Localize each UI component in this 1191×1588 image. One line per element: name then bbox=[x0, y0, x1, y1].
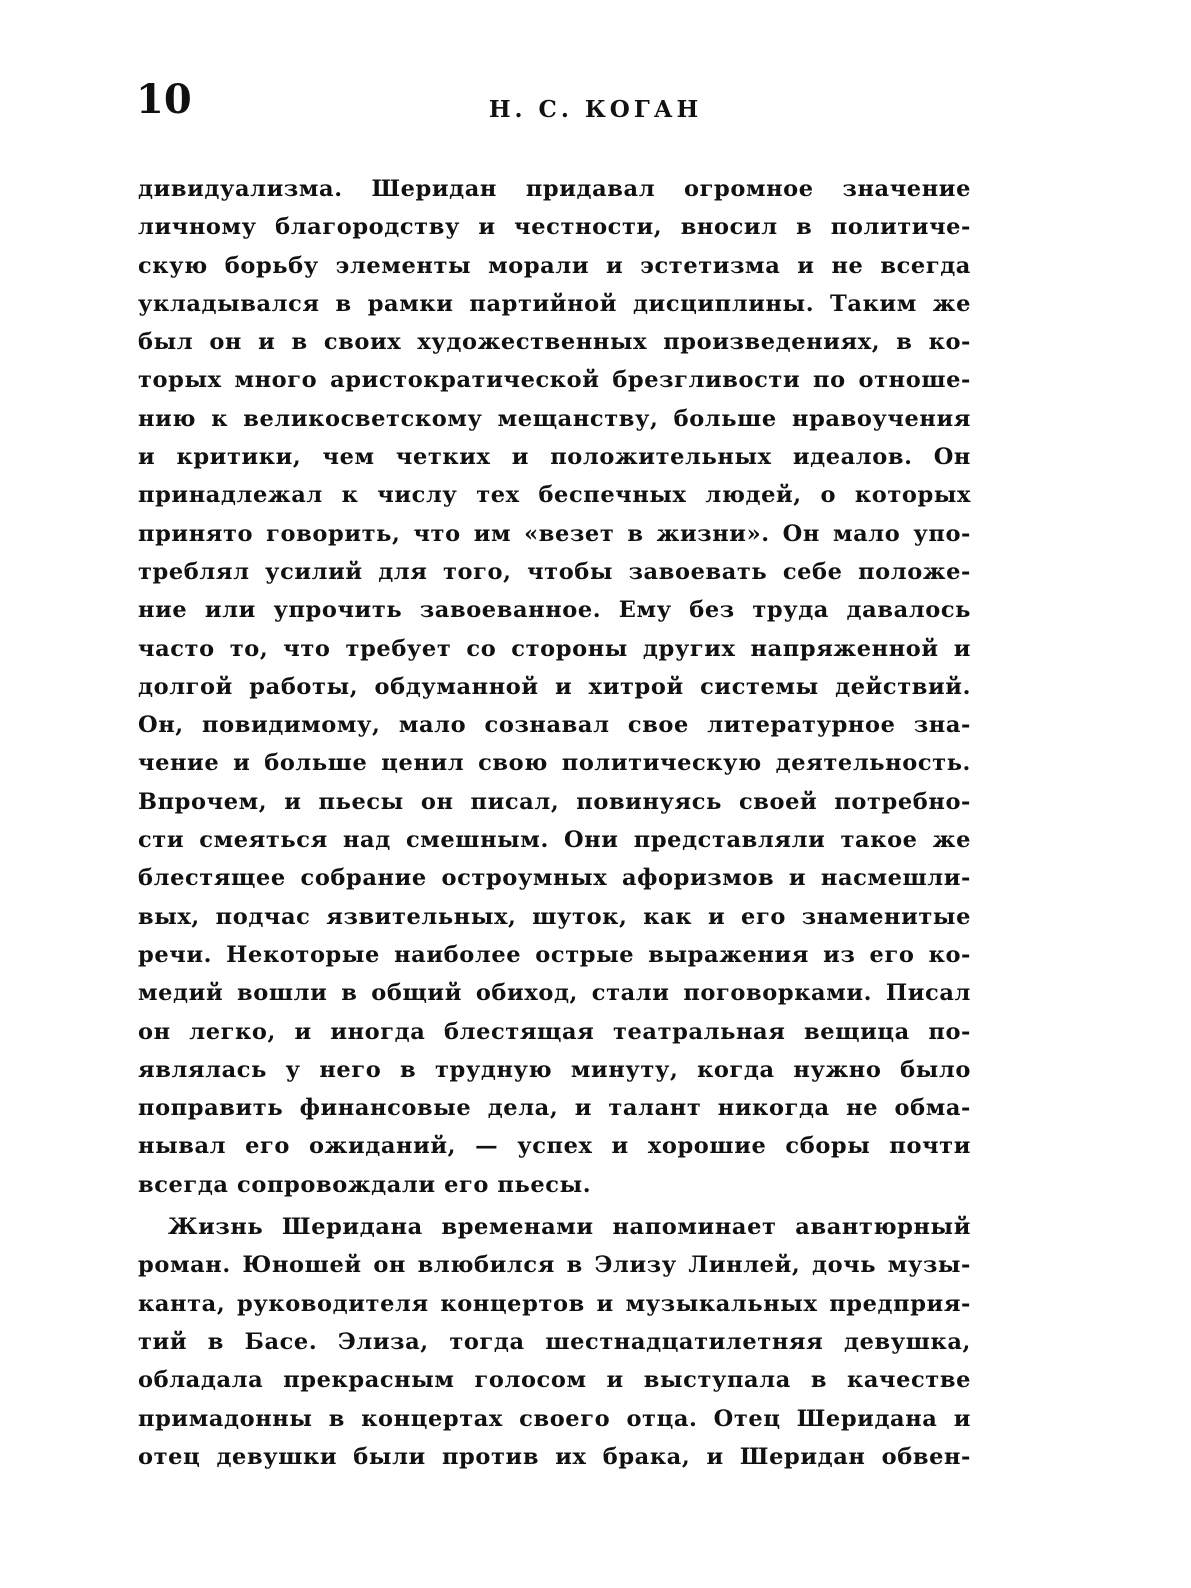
text-line: вых, подчас язвительных, шуток, как и его знаменитые bbox=[138, 903, 971, 930]
text-line: нию к великосветскому мещанству, больше нравоучения bbox=[138, 405, 971, 432]
text-line: треблял усилий для того, чтобы завоевать себе положе- bbox=[138, 558, 971, 585]
text-line: поправить финансовые дела, и талант никогда не обма- bbox=[138, 1095, 971, 1122]
text-line: речи. Некоторые наиболее острые выражения из его ко- bbox=[138, 941, 971, 968]
text-line: канта, руководителя концертов и музыкальных предприя- bbox=[138, 1290, 971, 1317]
text-line: ние или упрочить завоеванное. Ему без труда давалось bbox=[138, 597, 971, 624]
paragraph-1 bbox=[138, 170, 971, 1204]
text-line: принято говорить, что им «везет в жизни». Он мало упо- bbox=[138, 520, 971, 547]
text-line: Он, повидимому, мало сознавал свое литературное зна- bbox=[138, 712, 971, 739]
text-line: был он и в своих художественных произведениях, в ко- bbox=[138, 329, 971, 356]
text-line: блестящее собрание остроумных афоризмов и насмешли- bbox=[138, 865, 971, 892]
text-line: Жизнь Шеридана временами напоминает авантюрный bbox=[168, 1214, 971, 1241]
text-line: Впрочем, и пьесы он писал, повинуясь своей потребно- bbox=[138, 788, 971, 815]
text-line: отец девушки были против их брака, и Шеридан обвен- bbox=[138, 1443, 971, 1470]
text-line: примадонны в концертах своего отца. Отец Шеридана и bbox=[138, 1405, 971, 1432]
text-line: личному благородству и честности, вносил в политиче- bbox=[138, 214, 971, 241]
text-line: медий вошли в общий обиход, стали поговорками. Писал bbox=[138, 980, 971, 1007]
paragraph-2 bbox=[138, 1208, 971, 1476]
text-line: принадлежал к числу тех беспечных людей, о которых bbox=[138, 482, 971, 509]
page-number: 10 bbox=[136, 76, 192, 123]
text-line: торых много аристократической брезгливости по отноше- bbox=[138, 367, 971, 394]
text-line: долгой работы, обдуманной и хитрой системы действий. bbox=[138, 673, 971, 700]
text-line: он легко, и иногда блестящая театральная вещица по- bbox=[138, 1018, 971, 1045]
text-line: роман. Юношей он влюбился в Элизу Линлей, дочь музы- bbox=[138, 1252, 971, 1279]
text-line: скую борьбу элементы морали и эстетизма и не всегда bbox=[138, 252, 971, 279]
text-line: сти смеяться над смешным. Они представляли такое же bbox=[138, 827, 971, 854]
text-line: чение и больше ценил свою политическую деятельность. bbox=[138, 750, 971, 777]
text-line: часто то, что требует со стороны других напряженной и bbox=[138, 635, 971, 662]
text-line: укладывался в рамки партийной дисциплины. Таким же bbox=[138, 290, 971, 317]
text-line: нывал его ожиданий, — успех и хорошие сборы почти bbox=[138, 1133, 971, 1160]
body-text bbox=[138, 170, 971, 1476]
text-line: дивидуализма. Шеридан придавал огромное значение bbox=[138, 176, 971, 202]
running-title: Н. С. КОГАН bbox=[488, 96, 703, 123]
text-line: являлась у него в трудную минуту, когда нужно было bbox=[138, 1056, 971, 1083]
text-line: обладала прекрасным голосом и выступала в качестве bbox=[138, 1367, 971, 1394]
text-line: тий в Басе. Элиза, тогда шестнадцатилетняя девушка, bbox=[138, 1328, 971, 1355]
text-line: и критики, чем четких и положительных идеалов. Он bbox=[138, 444, 971, 471]
text-line: всегда сопровождали его пьесы. bbox=[138, 1171, 592, 1198]
